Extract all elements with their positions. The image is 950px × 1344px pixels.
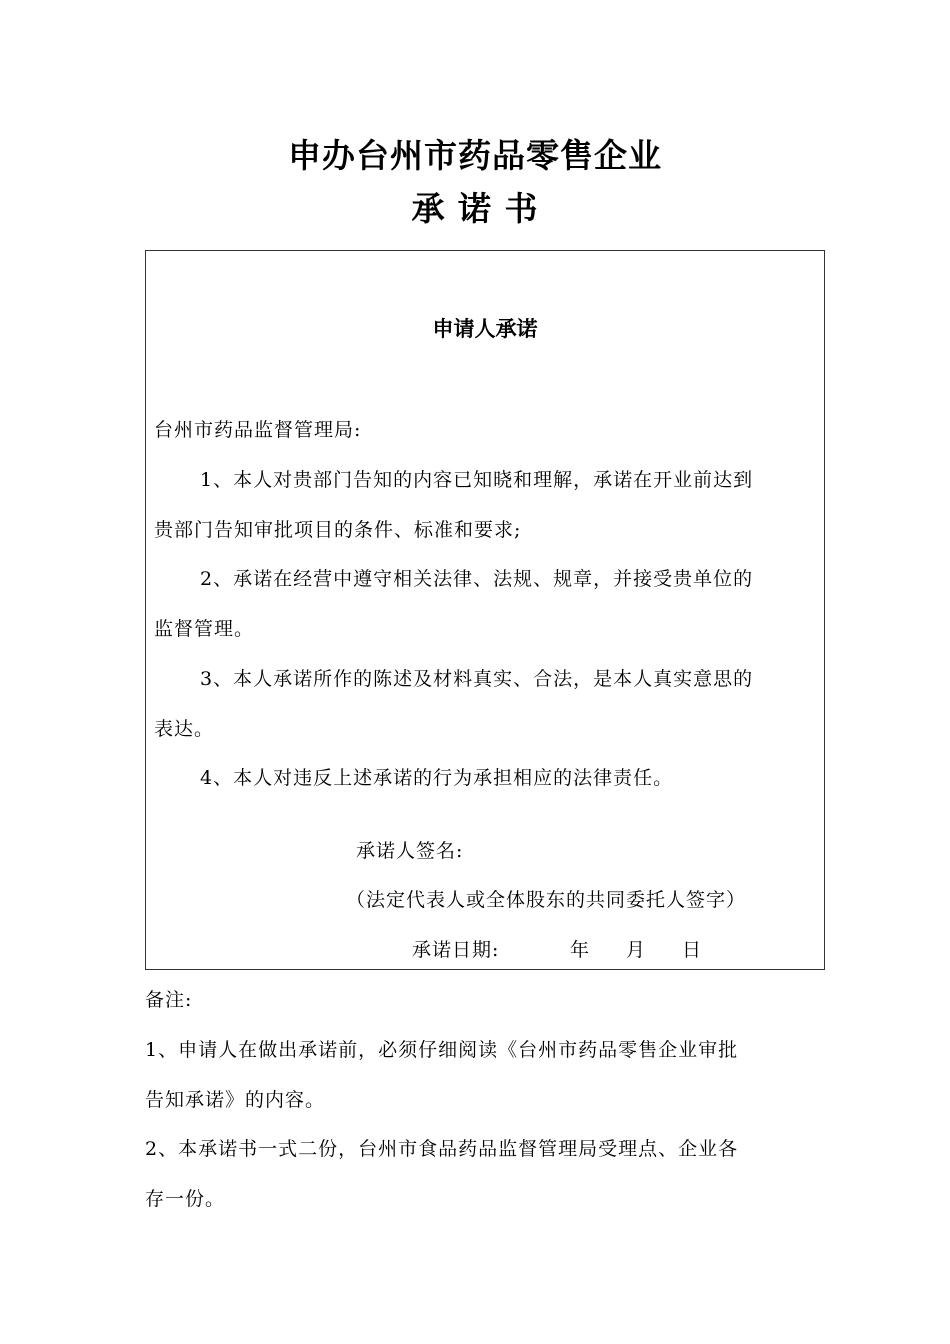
item-2-line-1: 2、承诺在经营中遵守相关法律、法规、规章，并接受贵单位的	[200, 568, 754, 590]
date-month: 月	[626, 939, 647, 961]
item-3-line-1: 3、本人承诺所作的陈述及材料真实、合法，是本人真实意思的	[200, 668, 754, 690]
date-year: 年	[570, 939, 591, 961]
item-4: 4、本人对违反上述承诺的行为承担相应的法律责任。	[200, 767, 674, 789]
item-2-line-2: 监督管理。	[154, 618, 255, 640]
note-1-line-2: 告知承诺》的内容。	[145, 1089, 326, 1111]
document-title: 申办台州市药品零售企业	[288, 136, 662, 175]
date-label: 承诺日期:	[412, 939, 500, 961]
item-1-line-1: 1、本人对贵部门告知的内容已知晓和理解，承诺在开业前达到	[200, 469, 754, 491]
signer-note: （法定代表人或全体股东的共同委托人签字）	[346, 889, 747, 911]
note-1-line-1: 1、申请人在做出承诺前，必须仔细阅读《台州市药品零售企业审批	[145, 1039, 739, 1061]
salutation: 台州市药品监督管理局:	[154, 419, 362, 441]
note-2-line-1: 2、本承诺书一式二份，台州市食品药品监督管理局受理点、企业各	[145, 1138, 739, 1160]
commitment-box	[145, 250, 825, 970]
signer-label: 承诺人签名:	[356, 840, 464, 862]
note-2-line-2: 存一份。	[145, 1188, 226, 1210]
commitment-heading: 申请人承诺	[432, 317, 538, 341]
document-subtitle: 承 诺 书	[411, 189, 539, 228]
date-day: 日	[682, 939, 703, 961]
item-3-line-2: 表达。	[154, 718, 215, 740]
notes-label: 备注:	[145, 989, 193, 1011]
item-1-line-2: 贵部门告知审批项目的条件、标准和要求;	[154, 519, 522, 541]
